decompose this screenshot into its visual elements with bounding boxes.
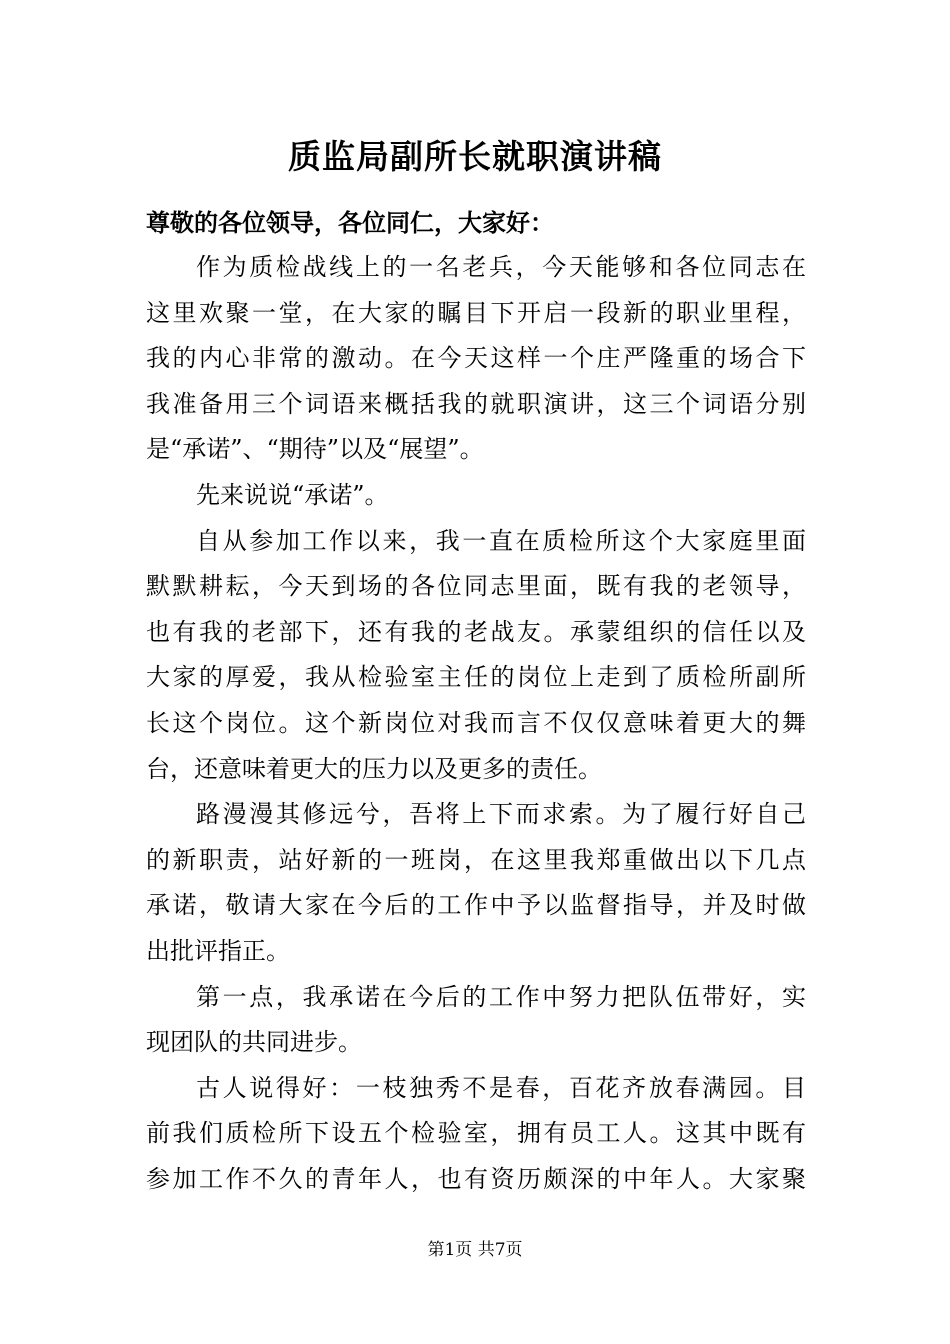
body-line: 是“承诺”、“期待”以及“展望”。 bbox=[146, 435, 484, 464]
body-line: 自从参加工作以来，我一直在质检所这个大家庭里面 bbox=[196, 526, 806, 555]
body-line: 先来说说“承诺”。 bbox=[196, 480, 389, 509]
salutation: 尊敬的各位领导，各位同仁，大家好： bbox=[146, 208, 554, 237]
body-line: 作为质检战线上的一名老兵，今天能够和各位同志在 bbox=[196, 253, 806, 281]
body-line: 现团队的共同进步。 bbox=[146, 1028, 362, 1057]
body-line: 大家的厚爱，我从检验室主任的岗位上走到了质检所副所 bbox=[146, 663, 806, 692]
body-line: 第一点，我承诺在今后的工作中努力把队伍带好，实 bbox=[196, 982, 806, 1011]
body-line: 默默耕耘，今天到场的各位同志里面，既有我的老领导， bbox=[146, 572, 806, 601]
body-text bbox=[146, 245, 806, 1202]
body-line: 也有我的老部下，还有我的老战友。承蒙组织的信任以及 bbox=[146, 617, 806, 646]
document-title: 质监局副所长就职演讲稿 bbox=[288, 137, 662, 176]
body-line: 路漫漫其修远兮，吾将上下而求索。为了履行好自己 bbox=[196, 800, 806, 829]
body-line: 参加工作不久的青年人，也有资历颇深的中年人。大家聚 bbox=[146, 1164, 806, 1193]
body-line: 出批评指正。 bbox=[146, 936, 290, 965]
page-footer: 第1页 共7页 bbox=[427, 1240, 523, 1260]
body-line: 古人说得好：一枝独秀不是春，百花齐放春满园。目 bbox=[196, 1073, 806, 1102]
body-line: 承诺，敬请大家在今后的工作中予以监督指导，并及时做 bbox=[146, 891, 806, 920]
body-line: 这里欢聚一堂，在大家的瞩目下开启一段新的职业里程， bbox=[146, 298, 806, 327]
body-line: 我的内心非常的激动。在今天这样一个庄严隆重的场合下 bbox=[146, 344, 806, 373]
body-line: 我准备用三个词语来概括我的就职演讲，这三个词语分别 bbox=[146, 389, 806, 418]
body-line: 台，还意味着更大的压力以及更多的责任。 bbox=[146, 754, 602, 783]
body-line: 长这个岗位。这个新岗位对我而言不仅仅意味着更大的舞 bbox=[146, 708, 806, 737]
body-line: 的新职责，站好新的一班岗，在这里我郑重做出以下几点 bbox=[146, 845, 806, 874]
body-line: 前我们质检所下设五个检验室，拥有员工人。这其中既有 bbox=[146, 1119, 806, 1148]
